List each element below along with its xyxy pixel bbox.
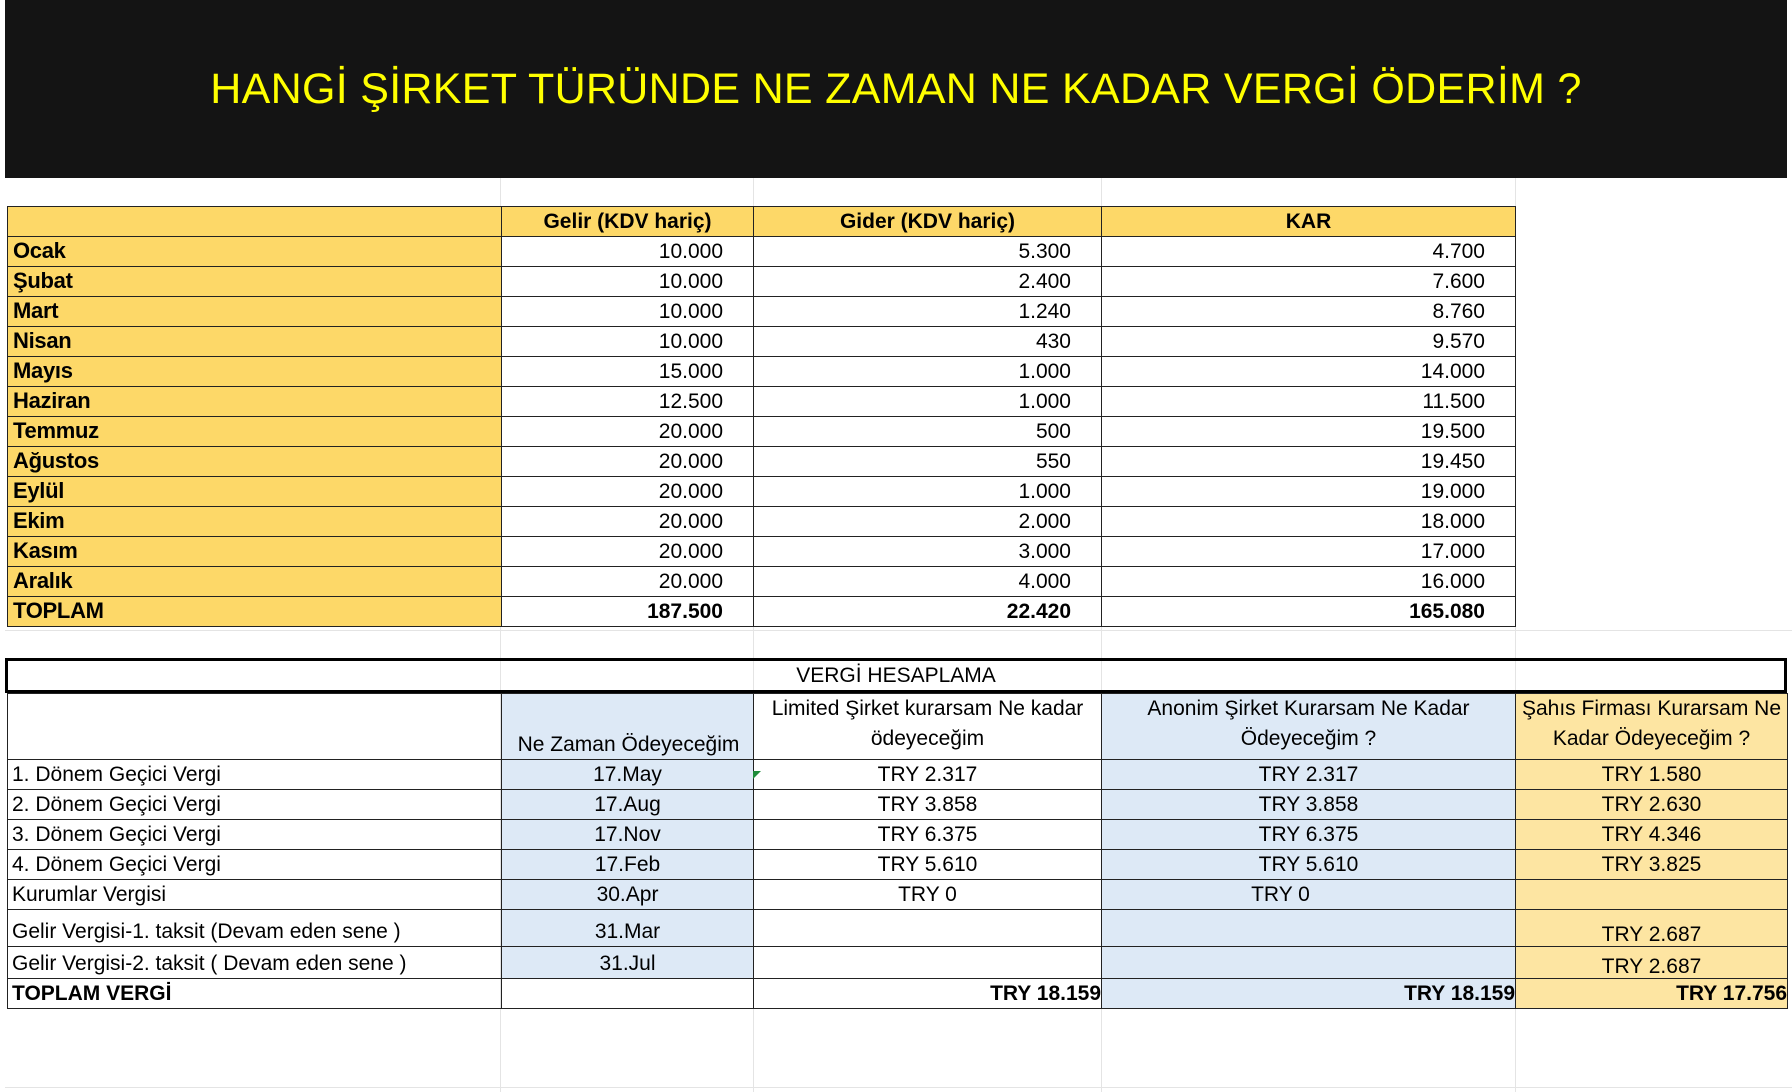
tax-row-when[interactable]: 17.Feb [502, 849, 754, 879]
income-row [8, 537, 1516, 567]
tax-row-anonim[interactable]: TRY 0 [1102, 879, 1516, 909]
kar-cell[interactable]: 11.500 [1102, 387, 1516, 417]
gelir-cell[interactable]: 10.000 [502, 327, 754, 357]
tax-total-sahis[interactable]: TRY 17.756 [1516, 979, 1788, 1009]
gelir-cell[interactable]: 20.000 [502, 477, 754, 507]
tax-row [8, 849, 1788, 879]
income-total-row [8, 597, 1516, 627]
gelir-cell[interactable]: 12.500 [502, 387, 754, 417]
kar-cell[interactable]: 19.000 [1102, 477, 1516, 507]
gider-cell[interactable]: 1.000 [754, 357, 1102, 387]
income-row [8, 417, 1516, 447]
gider-cell[interactable]: 2.400 [754, 267, 1102, 297]
tax-row-when[interactable]: 31.Jul [502, 946, 754, 978]
header-anonim[interactable]: Anonim Şirket Kurarsam Ne Kadar Ödeyeceğim ? [1102, 694, 1516, 760]
tax-row-when[interactable]: 17.Nov [502, 819, 754, 849]
income-row [8, 507, 1516, 537]
kar-cell[interactable]: 16.000 [1102, 567, 1516, 597]
gider-cell[interactable]: 3.000 [754, 537, 1102, 567]
header-limited[interactable]: Limited Şirket kurarsam Ne kadar ödeyeceğim [754, 694, 1102, 760]
tax-row-sahis[interactable]: TRY 2.687 [1516, 909, 1788, 946]
tax-row-label[interactable]: Gelir Vergisi-1. taksit (Devam eden sene ) [8, 909, 502, 946]
tax-row-label[interactable]: 3. Dönem Geçici Vergi [8, 819, 502, 849]
gelir-cell[interactable]: 10.000 [502, 237, 754, 267]
month-cell[interactable]: Ekim [8, 507, 502, 537]
gider-cell[interactable]: 5.300 [754, 237, 1102, 267]
kar-cell[interactable]: 7.600 [1102, 267, 1516, 297]
tax-row-limited[interactable]: TRY 5.610 [754, 849, 1102, 879]
tax-row [8, 879, 1788, 909]
tax-section-title[interactable]: VERGİ HESAPLAMA [5, 658, 1787, 693]
tax-total-label[interactable]: TOPLAM VERGİ [8, 979, 502, 1009]
tax-row-label[interactable]: Kurumlar Vergisi [8, 879, 502, 909]
gider-cell[interactable]: 2.000 [754, 507, 1102, 537]
month-cell[interactable]: Ağustos [8, 447, 502, 477]
corner-cell[interactable] [8, 207, 502, 237]
tax-total-limited[interactable]: TRY 18.159 [754, 979, 1102, 1009]
income-header-row [8, 207, 1516, 237]
income-row [8, 567, 1516, 597]
gelir-cell[interactable]: 20.000 [502, 447, 754, 477]
month-cell[interactable]: Temmuz [8, 417, 502, 447]
gelir-cell[interactable]: 10.000 [502, 297, 754, 327]
tax-row-sahis[interactable]: TRY 4.346 [1516, 819, 1788, 849]
gider-cell[interactable]: 1.000 [754, 477, 1102, 507]
tax-row-when[interactable]: 17.May [502, 759, 754, 789]
tax-total-row [8, 979, 1788, 1009]
month-cell[interactable]: Haziran [8, 387, 502, 417]
tax-row-limited[interactable]: TRY 3.858 [754, 789, 1102, 819]
tax-row-sahis[interactable] [1516, 879, 1788, 909]
tax-row-sahis[interactable]: TRY 1.580 [1516, 759, 1788, 789]
tax-row-sahis[interactable]: TRY 2.687 [1516, 946, 1788, 978]
gider-cell[interactable]: 500 [754, 417, 1102, 447]
total-gelir[interactable]: 187.500 [502, 597, 754, 627]
gridline [5, 630, 1792, 631]
income-row [8, 357, 1516, 387]
tax-row-anonim[interactable] [1102, 946, 1516, 978]
tax-table [7, 693, 1788, 1009]
income-table [7, 206, 1516, 627]
gelir-cell[interactable]: 20.000 [502, 567, 754, 597]
month-cell[interactable]: Mart [8, 297, 502, 327]
income-row [8, 297, 1516, 327]
tax-row-when[interactable]: 30.Apr [502, 879, 754, 909]
tax-row-anonim[interactable]: TRY 6.375 [1102, 819, 1516, 849]
kar-cell[interactable]: 19.500 [1102, 417, 1516, 447]
page-title: HANGİ ŞİRKET TÜRÜNDE NE ZAMAN NE KADAR VERGİ ÖDERİM ? [210, 64, 1582, 113]
month-cell[interactable]: Ocak [8, 237, 502, 267]
gelir-cell[interactable]: 20.000 [502, 537, 754, 567]
tax-total-when[interactable] [502, 979, 754, 1009]
tax-row [8, 909, 1788, 946]
tax-row-sahis[interactable]: TRY 2.630 [1516, 789, 1788, 819]
month-cell[interactable]: Nisan [8, 327, 502, 357]
tax-row-limited[interactable] [754, 946, 1102, 978]
tax-row [8, 789, 1788, 819]
kar-cell[interactable]: 4.700 [1102, 237, 1516, 267]
gider-cell[interactable]: 1.240 [754, 297, 1102, 327]
header-when[interactable]: Ne Zaman Ödeyeceğim [502, 694, 754, 760]
income-row [8, 387, 1516, 417]
kar-cell[interactable]: 9.570 [1102, 327, 1516, 357]
kar-cell[interactable]: 19.450 [1102, 447, 1516, 477]
income-row [8, 237, 1516, 267]
tax-total-anonim[interactable]: TRY 18.159 [1102, 979, 1516, 1009]
tax-corner-cell[interactable] [8, 694, 502, 760]
total-gider[interactable]: 22.420 [754, 597, 1102, 627]
tax-row-when[interactable]: 31.Mar [502, 909, 754, 946]
tax-row-label[interactable]: 4. Dönem Geçici Vergi [8, 849, 502, 879]
gelir-cell[interactable]: 15.000 [502, 357, 754, 387]
gider-cell[interactable]: 430 [754, 327, 1102, 357]
tax-row-anonim[interactable] [1102, 909, 1516, 946]
month-cell[interactable]: Eylül [8, 477, 502, 507]
header-sahis[interactable]: Şahıs Firması Kurarsam Ne Kadar Ödeyeceğim ? [1516, 694, 1788, 760]
month-cell[interactable]: Şubat [8, 267, 502, 297]
tax-row [8, 759, 1788, 789]
kar-cell[interactable]: 17.000 [1102, 537, 1516, 567]
tax-row-sahis[interactable]: TRY 3.825 [1516, 849, 1788, 879]
tax-row-limited[interactable] [754, 909, 1102, 946]
tax-row-anonim[interactable]: TRY 5.610 [1102, 849, 1516, 879]
tax-row-limited[interactable]: TRY 6.375 [754, 819, 1102, 849]
tax-row-label[interactable]: Gelir Vergisi-2. taksit ( Devam eden sene ) [8, 946, 502, 978]
total-label[interactable]: TOPLAM [8, 597, 502, 627]
kar-cell[interactable]: 14.000 [1102, 357, 1516, 387]
tax-row-label[interactable]: 2. Dönem Geçici Vergi [8, 789, 502, 819]
gelir-cell[interactable]: 10.000 [502, 267, 754, 297]
header-gider[interactable]: Gider (KDV hariç) [754, 207, 1102, 237]
gelir-cell[interactable]: 20.000 [502, 417, 754, 447]
gider-cell[interactable]: 4.000 [754, 567, 1102, 597]
income-row [8, 267, 1516, 297]
gelir-cell[interactable]: 20.000 [502, 507, 754, 537]
income-row [8, 477, 1516, 507]
tax-row [8, 819, 1788, 849]
month-cell[interactable]: Aralık [8, 567, 502, 597]
tax-row-anonim[interactable]: TRY 2.317 [1102, 759, 1516, 789]
gider-cell[interactable]: 1.000 [754, 387, 1102, 417]
kar-cell[interactable]: 18.000 [1102, 507, 1516, 537]
tax-row-limited[interactable]: TRY 0 [754, 879, 1102, 909]
tax-row [8, 946, 1788, 978]
tax-row-label[interactable]: 1. Dönem Geçici Vergi [8, 759, 502, 789]
kar-cell[interactable]: 8.760 [1102, 297, 1516, 327]
month-cell[interactable]: Kasım [8, 537, 502, 567]
gridline [5, 1087, 1792, 1088]
tax-row-limited[interactable]: TRY 2.317 [754, 759, 1102, 789]
header-gelir[interactable]: Gelir (KDV hariç) [502, 207, 754, 237]
month-cell[interactable]: Mayıs [8, 357, 502, 387]
income-row [8, 327, 1516, 357]
income-row [8, 447, 1516, 477]
gider-cell[interactable]: 550 [754, 447, 1102, 477]
total-kar[interactable]: 165.080 [1102, 597, 1516, 627]
tax-row-when[interactable]: 17.Aug [502, 789, 754, 819]
title-banner [5, 0, 1787, 178]
tax-row-anonim[interactable]: TRY 3.858 [1102, 789, 1516, 819]
cell-comment-marker [753, 771, 761, 779]
tax-header-row [8, 694, 1788, 760]
header-kar[interactable]: KAR [1102, 207, 1516, 237]
